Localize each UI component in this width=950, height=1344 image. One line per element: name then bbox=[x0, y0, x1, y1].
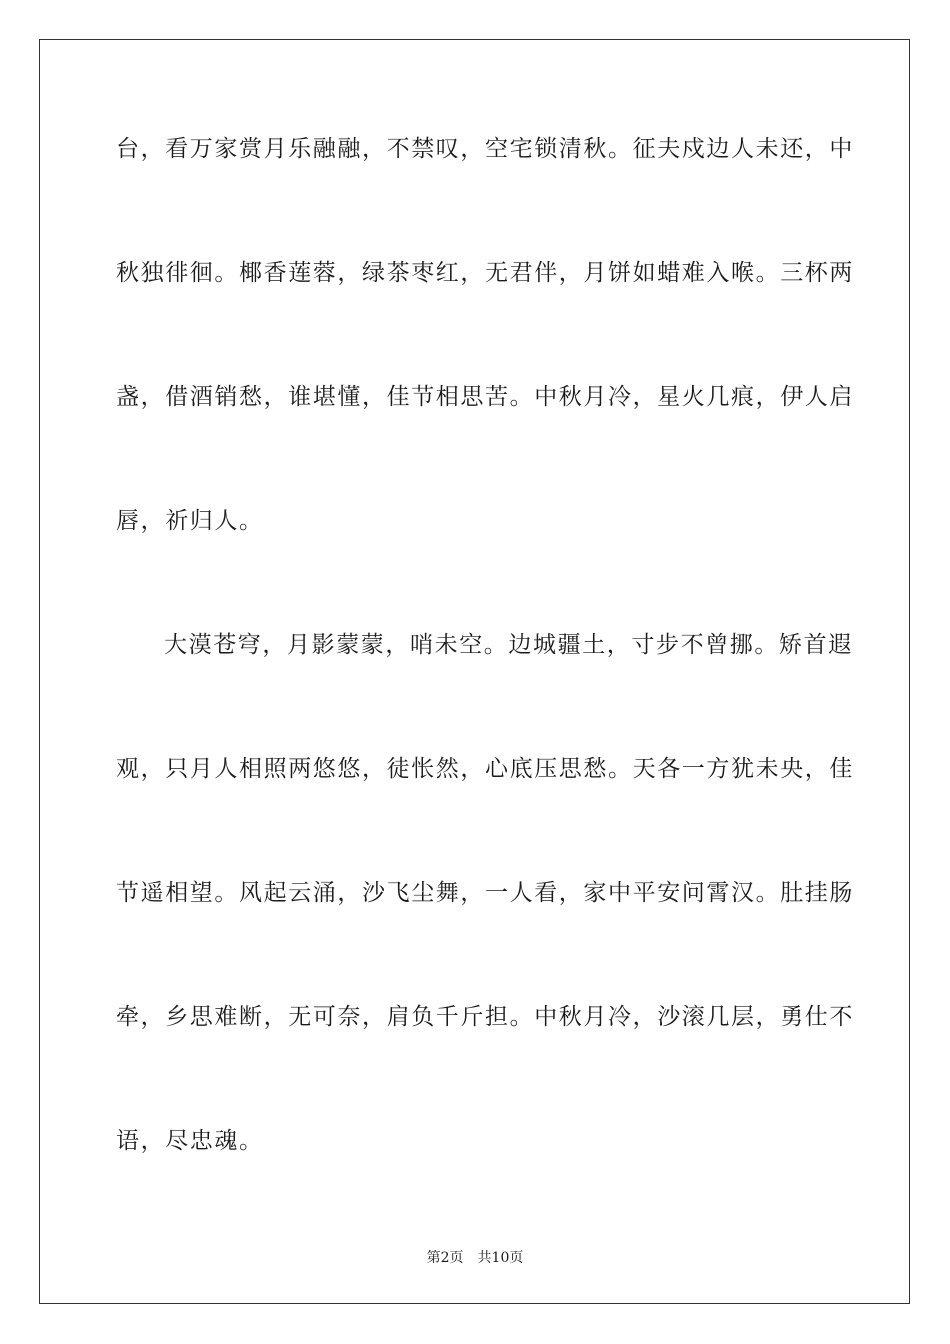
paragraph-1-line-2: 秋独徘徊。椰香莲蓉，绿茶枣红，无君伴，月饼如蜡难入喉。三杯两 bbox=[116, 260, 854, 286]
paragraph-1-line-3: 盏，借酒销愁，谁堪懂，佳节相思苦。中秋月冷，星火几痕，伊人启 bbox=[116, 384, 854, 410]
page-number: 第2页 bbox=[426, 1250, 464, 1266]
page-frame bbox=[39, 39, 910, 1304]
page-total: 共10页 bbox=[477, 1250, 524, 1266]
paragraph-2-line-5: 语，尽忠魂。 bbox=[116, 1128, 264, 1154]
paragraph-2-line-2: 观，只月人相照两悠悠，徒怅然，心底压思愁。天各一方犹未央，佳 bbox=[116, 756, 854, 782]
page-footer bbox=[0, 1248, 950, 1268]
paragraph-1-line-1: 台，看万家赏月乐融融，不禁叹，空宅锁清秋。征夫戍边人未还，中 bbox=[116, 136, 854, 162]
paragraph-2-line-3: 节遥相望。风起云涌，沙飞尘舞，一人看，家中平安问霄汉。肚挂肠 bbox=[116, 880, 854, 906]
paragraph-2-line-4: 牵，乡思难断，无可奈，肩负千斤担。中秋月冷，沙滚几层，勇仕不 bbox=[116, 1004, 854, 1030]
paragraph-2-line-1: 大漠苍穹，月影蒙蒙，哨未空。边城疆土，寸步不曾挪。矫首遐 bbox=[164, 632, 853, 658]
paragraph-1-line-4: 唇，祈归人。 bbox=[116, 508, 264, 534]
